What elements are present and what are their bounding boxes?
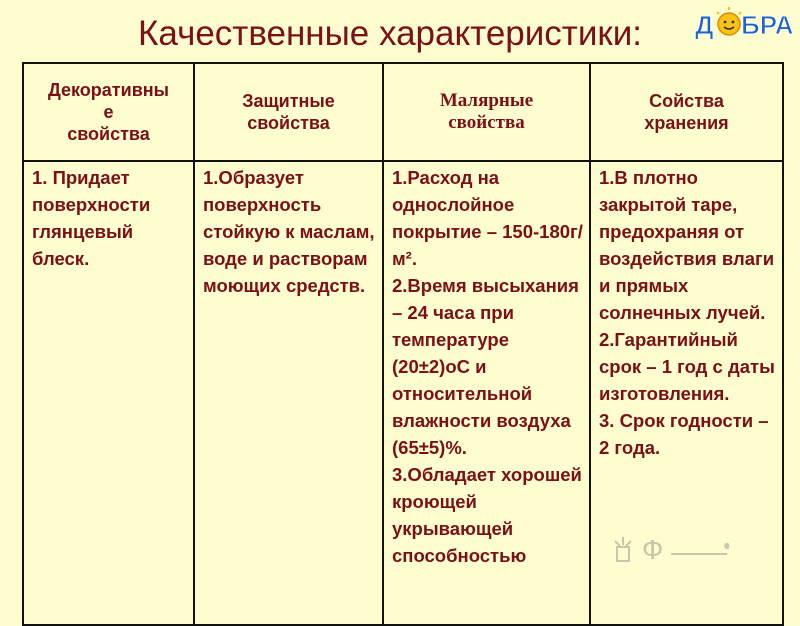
cell-storage: 1.В плотно закрытой таре, предохраняя от воздействия влаги и прямых солнечных лучей. 2.Гарантийный срок – 1 год с даты изготовления. 3. Срок годности – 2 года. [590, 161, 783, 625]
header-storage: Сойства хранения [590, 63, 783, 161]
page-title: Качественные характеристики: [138, 14, 642, 53]
watermark-text: Ф [642, 534, 664, 565]
table-header-row [23, 63, 783, 161]
logo-graphic [691, 1, 799, 45]
dobra-logo [690, 0, 800, 46]
underline-stroke [669, 540, 729, 560]
header-painting: Малярные свойства [383, 63, 590, 161]
cell-decorative: 1. Придает поверхности глянцевый блеск. [23, 161, 194, 625]
cell-painting: 1.Расход на однослойное покрытие – 150-180г/м². 2.Время высыхания – 24 часа при температуре (20±2)оС и относительной влажности воздуха (65±5)%. 3.Обладает хорошей кроющей укрывающей способностью [383, 161, 590, 625]
cell-protective: 1.Образует поверхность стойкую к маслам, воде и растворам моющих средств. [194, 161, 383, 625]
watermark [610, 534, 729, 566]
svg-text:Д: Д [695, 10, 714, 40]
header-protective: Защитные свойства [194, 63, 383, 161]
svg-text:БРА: БРА [741, 10, 794, 40]
header-decorative: Декоративны е свойства [23, 63, 194, 161]
fan-icon [610, 535, 636, 565]
